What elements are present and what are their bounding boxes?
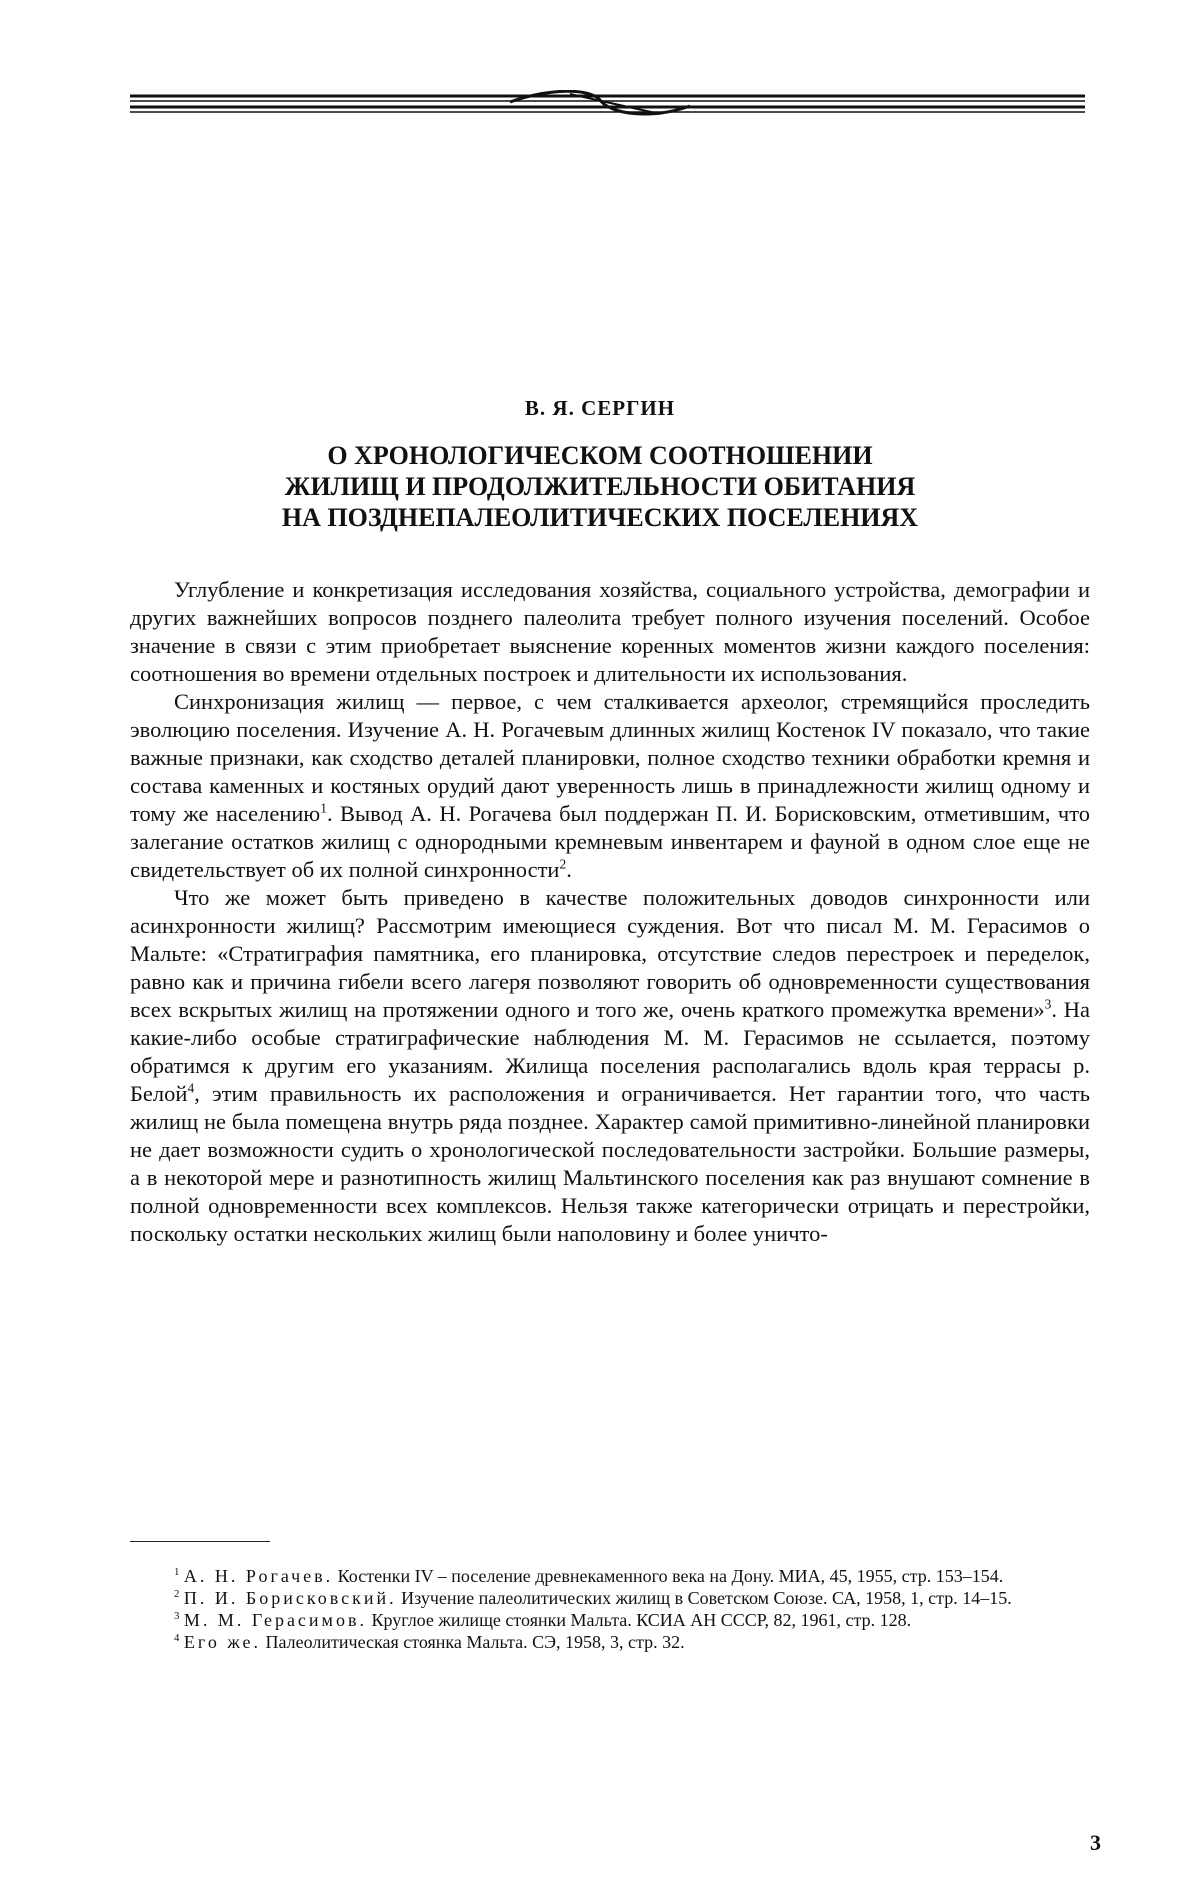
footnote-text: Костенки IV – поселение древнекаменного века на Дону. МИА, 45, 1955, стр. 153–154. <box>333 1566 1004 1586</box>
title-line: ЖИЛИЩ И ПРОДОЛЖИТЕЛЬНОСТИ ОБИТАНИЯ <box>284 472 916 501</box>
paragraph <box>130 576 1090 688</box>
footnotes <box>130 1565 1090 1653</box>
footnote-author: А. Н. Рогачев. <box>183 1566 334 1586</box>
author-name: В. Я. СЕРГИН <box>524 396 676 420</box>
footnote <box>130 1565 1090 1587</box>
footnote <box>130 1587 1090 1609</box>
page-number: 3 <box>1090 1830 1101 1855</box>
footnote-number: 2 <box>174 1588 180 1600</box>
paragraph-text: . Вывод А. Н. Рогачева был поддержан П. И. Борисковским, отметившим, что залегание остатков жилищ с однородными кремневым инвентарем и фауной в одном слое еще не свидетельствует об их полной синхронности <box>130 801 1090 882</box>
paragraph-text: . <box>566 857 572 882</box>
paragraph <box>130 688 1090 884</box>
title-line: НА ПОЗДНЕПАЛЕОЛИТИЧЕСКИХ ПОСЕЛЕНИЯХ <box>281 503 919 532</box>
footnote-number: 1 <box>174 1566 180 1578</box>
paragraph-text: Синхронизация жилищ — первое, с чем сталкивается археолог, стремящийся проследить эволюцию поселения. Изучение А. Н. Рогачевым длинных жилищ Костенок IV показало, что такие важные признаки, как сходство деталей планировки, полное сходство техники обработки кремня и состава каменных и костяных орудий дают уверенность лишь в принадлежности жилищ одному и тому же населению <box>130 689 1090 826</box>
title-line: О ХРОНОЛОГИЧЕСКОМ СООТНОШЕНИИ <box>327 441 873 470</box>
footnote-divider <box>130 1541 270 1542</box>
article-title <box>0 440 1200 533</box>
footnote <box>130 1631 1090 1653</box>
footnote-text: Палеолитическая стоянка Мальта. СЭ, 1958, 3, стр. 32. <box>261 1632 685 1652</box>
footnote-text: Круглое жилище стоянки Мальта. КСИА АН СССР, 82, 1961, стр. 128. <box>366 1610 912 1630</box>
footnote-ref: 1 <box>320 800 327 816</box>
footnote-ref: 3 <box>1044 996 1052 1012</box>
paragraph-text: Что же может быть приведено в качестве положительных доводов синхронности или асинхронности жилищ? Рассмотрим имеющиеся суждения. Вот что писал М. М. Герасимов о Мальте: «Стратиграфия памятника, его планировка, отсутствие следов перестроек и переделок, равно как и причина гибели всего лагеря позволяют говорить об одновременности существования всех вскрытых жилищ на протяжении одного и того же, очень краткого промежутка времени» <box>130 885 1090 1022</box>
footnote-number: 4 <box>174 1632 180 1644</box>
footnote-text: Изучение палеолитических жилищ в Советском Союзе. СА, 1958, 1, стр. 14–15. <box>396 1588 1012 1608</box>
header-ornament <box>130 90 1085 120</box>
paragraph-text: , этим правильность их расположения и ограничивается. Нет гарантии того, что часть жилищ не была помещена внутрь ряда позднее. Характер самой примитивно-линейной планировки не дает возможности судить о хронологической последовательности застройки. Большие размеры, а в некоторой мере и разнотипность жилищ Мальтинского поселения как раз внушают сомнение в полной одновременности всех комплексов. Нельзя также категорически отрицать и перестройки, поскольку остатки нескольких жилищ были наполовину и более уничто- <box>130 1081 1090 1246</box>
footnote-author: М. М. Герасимов. <box>183 1610 367 1630</box>
footnote-author: Его же. <box>183 1632 262 1652</box>
footnote-ref: 2 <box>559 856 567 872</box>
footnote-number: 3 <box>174 1610 180 1622</box>
footnote-ref: 4 <box>187 1080 195 1096</box>
paragraph <box>130 884 1090 1248</box>
footnote <box>130 1609 1090 1631</box>
paragraph-text: Углубление и конкретизация исследования хозяйства, социального устройства, демографии и других важнейших вопросов позднего палеолита требует полного изучения поселений. Особое значение в связи с этим приобретает выяснение коренных моментов жизни каждого поселения: соотношения во времени отдельных построек и длительности их использования. <box>130 577 1090 686</box>
footnote-author: П. И. Борисковский. <box>183 1588 397 1608</box>
paragraph-text: . На какие-либо особые стратиграфические наблюдения М. М. Герасимов не ссылается, поэтому обратимся к другим его указаниям. Жилища поселения располагались вдоль края террасы р. Белой <box>130 997 1090 1106</box>
article-body <box>130 576 1090 1248</box>
